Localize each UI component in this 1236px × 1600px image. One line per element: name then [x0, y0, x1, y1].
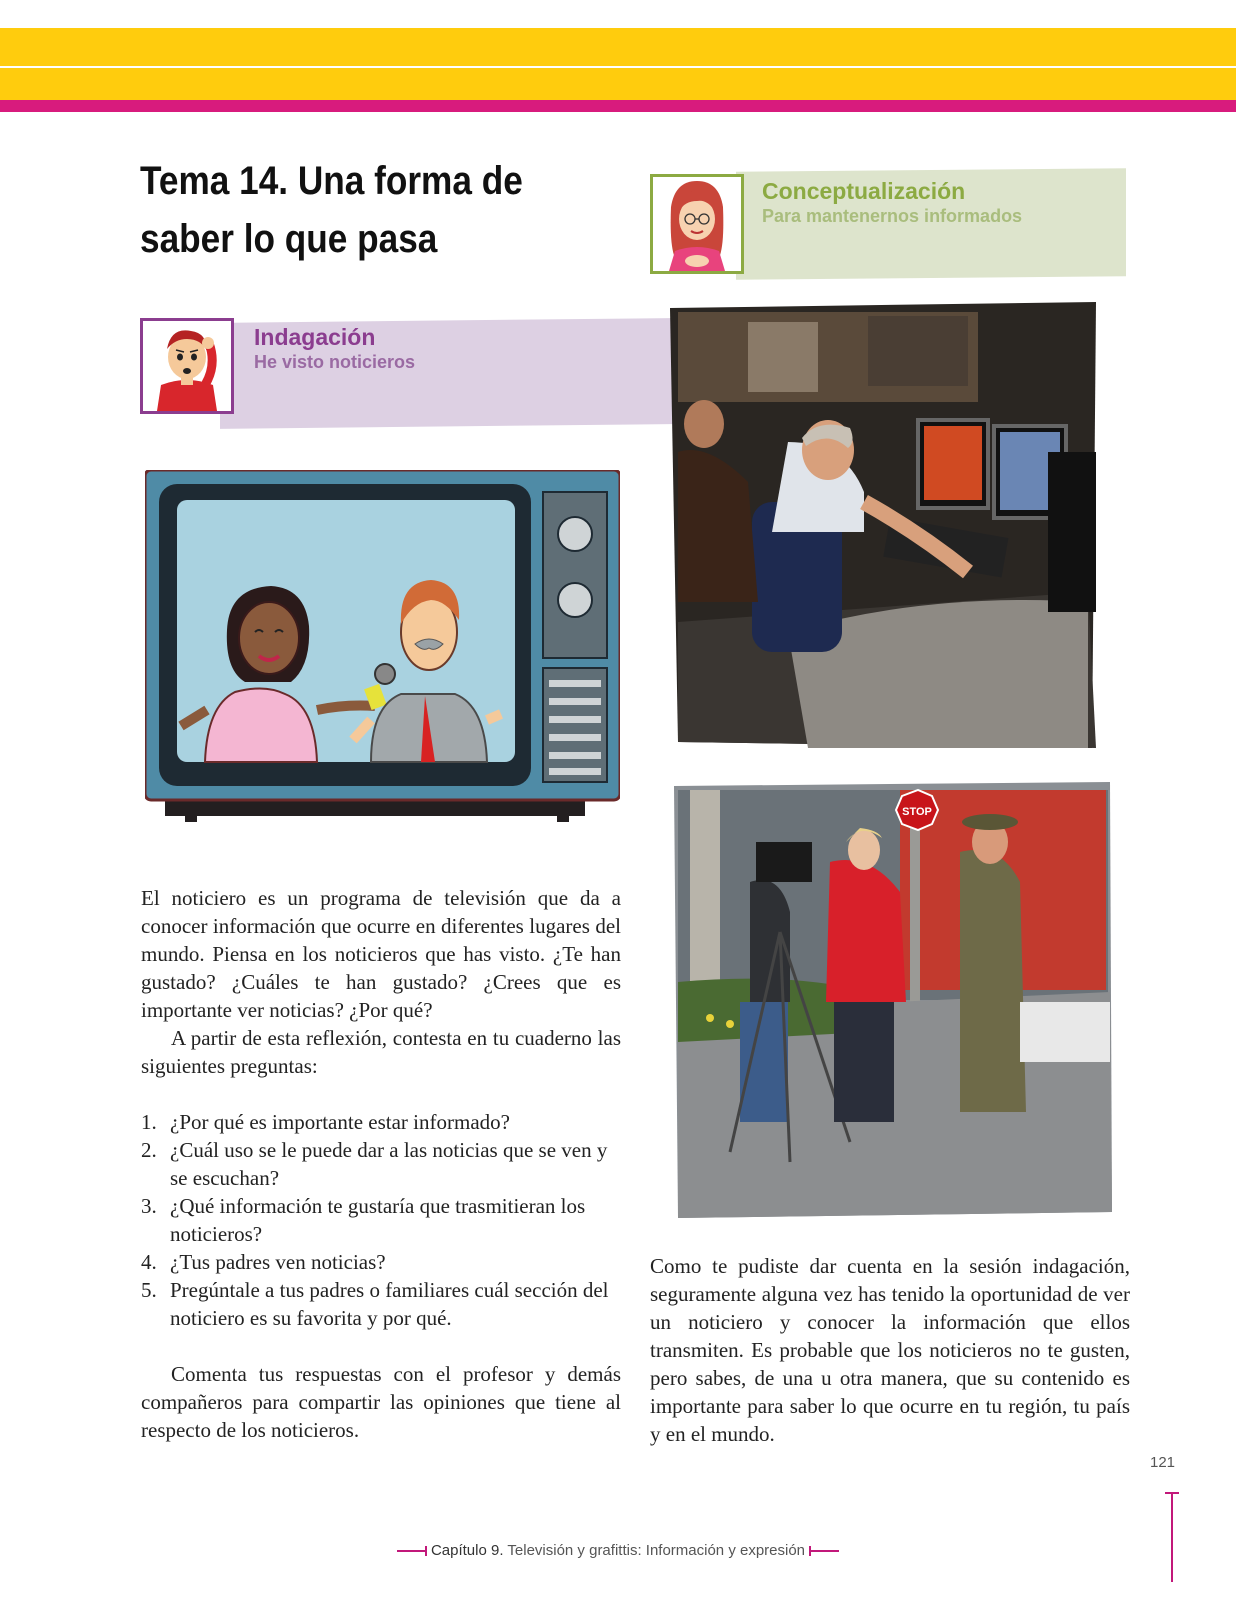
closing-paragraph: Comenta tus respuestas con el profesor y demás compañeros para compartir las opiniones que tiene al respecto de los noticieros.	[141, 1362, 621, 1442]
photo-control-room	[668, 302, 1098, 752]
footer	[0, 1542, 1236, 1559]
stop-sign-text: STOP	[902, 806, 932, 818]
list-item: 3. ¿Qué información te gustaría que trasmitieran los noticieros?	[141, 1194, 586, 1246]
page-title	[140, 152, 527, 268]
photo-street-interview	[670, 782, 1116, 1218]
list-item: 2. ¿Cuál uso se le puede dar a las noticias que se ven y se escuchan?	[141, 1138, 608, 1190]
indagacion-subheading: He visto noticieros	[254, 352, 416, 372]
conceptualizacion-header	[650, 170, 1130, 280]
page-number: 121	[1150, 1454, 1176, 1471]
conceptualizacion-subheading: Para mantenernos informados	[762, 206, 1023, 226]
intro-paragraph: El noticiero es un programa de televisión que da a conocer información que ocurre en diferentes lugares del mundo. Piensa en los noticieros que has visto. ¿Te han gustado? ¿Cuáles te han gustado? ¿Crees que es importante ver noticias? ¿Por qué?	[141, 886, 621, 1022]
list-item: 4. ¿Tus padres ven noticias?	[141, 1250, 386, 1274]
header-band-magenta	[0, 100, 1236, 112]
indagacion-heading: Indagación	[254, 324, 376, 350]
left-column-text	[141, 884, 621, 1444]
prompt-paragraph: A partir de esta reflexión, contesta en tu cuaderno las siguientes preguntas:	[141, 1026, 621, 1078]
girl-teacher-icon	[653, 177, 741, 271]
boy-thinking-icon	[143, 321, 231, 411]
footer-bar-left	[397, 1550, 427, 1552]
tv-news-illustration	[145, 470, 620, 842]
footer-bar-right	[809, 1550, 839, 1552]
header-band-middle	[0, 68, 1236, 100]
indagacion-character-box	[140, 318, 234, 414]
title-line-2: saber lo que pasa	[140, 217, 438, 261]
footer-chapter: Capítulo 9.	[430, 1542, 504, 1559]
page-marker-line	[1171, 1492, 1173, 1582]
conceptualizacion-heading: Conceptualización	[762, 178, 966, 204]
title-line-1: Tema 14. Una forma de	[140, 159, 523, 203]
header-band-top	[0, 28, 1236, 66]
list-item: 5. Pregúntale a tus padres o familiares cuál sección del noticiero es su favorita y por qué.	[141, 1278, 609, 1330]
right-column-paragraph: Como te pudiste dar cuenta en la sesión indagación, seguramente alguna vez has tenido la oportunidad de ver un noticiero y conocer la información que ellos transmiten. Es probable que los noticieros no te gusten, pero sabes, de una u otra manera, que su contenido es importante para saber lo que ocurre en tu región, tu país y en el mundo.	[650, 1254, 1130, 1446]
conceptualizacion-character-box	[650, 174, 744, 274]
questions-list	[141, 1108, 621, 1332]
list-item: 1. ¿Por qué es importante estar informado?	[141, 1110, 510, 1134]
indagacion-header	[140, 318, 620, 428]
footer-chapter-title: Televisión y grafittis: Información y expresión	[503, 1542, 806, 1559]
